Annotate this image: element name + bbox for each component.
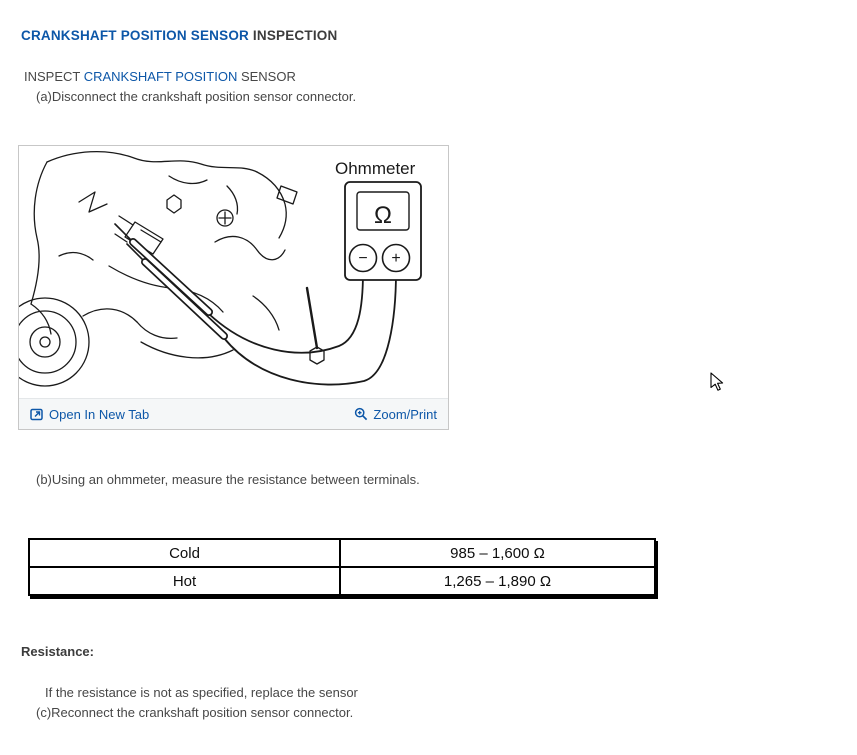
condition-cell: Hot [29, 567, 340, 595]
crankshaft-position-link[interactable]: CRANKSHAFT POSITION [83, 69, 238, 84]
zoom-icon [354, 407, 368, 421]
ohmmeter-diagram [19, 146, 448, 398]
page-title [21, 28, 337, 43]
table-row-hot [29, 567, 655, 595]
inspect-suffix: SENSOR [237, 69, 296, 84]
zoom-print-link[interactable] [354, 407, 437, 422]
inspect-line [24, 69, 296, 84]
minus-terminal-label: − [358, 250, 368, 267]
figure-toolbar [19, 398, 448, 429]
engine-ohmmeter-drawing [19, 146, 448, 398]
step-b: (b)Using an ohmmeter, measure the resistance between terminals. [36, 472, 420, 487]
open-in-new-tab-label: Open In New Tab [49, 406, 150, 422]
open-in-new-tab-link[interactable] [30, 407, 149, 422]
open-in-new-tab-icon [30, 408, 44, 421]
zoom-print-label: Zoom/Print [373, 406, 437, 422]
ohmmeter-label: Ohmmeter [335, 159, 416, 178]
plus-terminal-label: + [391, 250, 401, 267]
ohm-symbol: Ω [374, 202, 392, 229]
resistance-spec-table [28, 538, 656, 596]
mouse-cursor [710, 372, 724, 392]
inspect-prefix: INSPECT [24, 69, 84, 84]
diagram-panel [18, 145, 449, 430]
table-row-cold [29, 539, 655, 567]
value-cell: 985 – 1,600 Ω [340, 539, 655, 567]
note-line: If the resistance is not as specified, replace the sensor [45, 685, 358, 700]
condition-cell: Cold [29, 539, 340, 567]
step-a: (a)Disconnect the crankshaft position sensor connector. [36, 89, 357, 104]
page-title-highlight: CRANKSHAFT POSITION SENSOR [21, 28, 249, 43]
step-c: (c)Reconnect the crankshaft position sensor connector. [36, 705, 354, 720]
value-cell: 1,265 – 1,890 Ω [340, 567, 655, 595]
page-title-rest: INSPECTION [248, 28, 338, 43]
resistance-heading: Resistance: [21, 644, 94, 659]
